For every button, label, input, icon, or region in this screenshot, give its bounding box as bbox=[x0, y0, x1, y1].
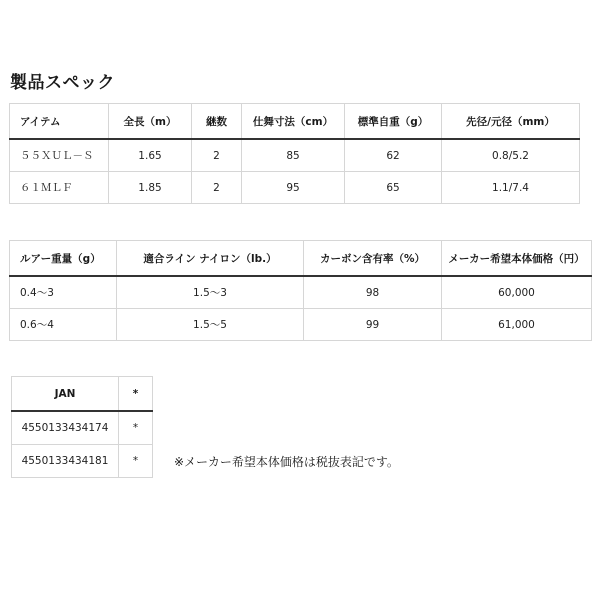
cell-carbon-content: 98 bbox=[304, 276, 442, 309]
cell-weight: 65 bbox=[345, 172, 442, 204]
cell-item: ５５ＸＵＬ－Ｓ bbox=[10, 139, 109, 172]
header-weight: 標準自重（g） bbox=[345, 104, 442, 140]
cell-lure-weight: 0.6～4 bbox=[10, 309, 117, 341]
table-row bbox=[12, 411, 153, 445]
table-header-row bbox=[10, 241, 592, 277]
header-closed-length: 仕舞寸法（cm） bbox=[242, 104, 345, 140]
table-header-row bbox=[10, 104, 580, 140]
table-header-row bbox=[12, 377, 153, 412]
header-sections: 継数 bbox=[192, 104, 242, 140]
header-line-nylon: 適合ライン ナイロン（lb.） bbox=[117, 241, 304, 277]
jan-table bbox=[11, 376, 153, 478]
header-length: 全長（m） bbox=[109, 104, 192, 140]
header-carbon-content: カーボン含有率（%） bbox=[304, 241, 442, 277]
cell-line-nylon: 1.5～3 bbox=[117, 276, 304, 309]
table-row bbox=[10, 139, 580, 172]
cell-closed-length: 85 bbox=[242, 139, 345, 172]
table-row bbox=[10, 172, 580, 204]
page-title: 製品スペック bbox=[10, 73, 115, 93]
cell-weight: 62 bbox=[345, 139, 442, 172]
cell-lure-weight: 0.4～3 bbox=[10, 276, 117, 309]
cell-length: 1.85 bbox=[109, 172, 192, 204]
cell-tip-butt-diameter: 1.1/7.4 bbox=[442, 172, 580, 204]
cell-item: ６１ＭＬＦ bbox=[10, 172, 109, 204]
cell-sections: 2 bbox=[192, 172, 242, 204]
header-lure-weight: ルアー重量（g） bbox=[10, 241, 117, 277]
cell-asterisk: * bbox=[119, 445, 153, 478]
cell-line-nylon: 1.5～5 bbox=[117, 309, 304, 341]
cell-jan-code: 4550133434181 bbox=[12, 445, 119, 478]
spec-table-main bbox=[9, 103, 580, 204]
cell-length: 1.65 bbox=[109, 139, 192, 172]
cell-price: 61,000 bbox=[442, 309, 592, 341]
header-item: アイテム bbox=[10, 104, 109, 140]
spec-table-secondary bbox=[9, 240, 592, 341]
table-row bbox=[10, 309, 592, 341]
header-price: メーカー希望本体価格（円） bbox=[442, 241, 592, 277]
header-asterisk: * bbox=[119, 377, 153, 412]
table-row bbox=[12, 445, 153, 478]
price-note: ※メーカー希望本体価格は税抜表記です。 bbox=[174, 455, 399, 469]
cell-asterisk: * bbox=[119, 411, 153, 445]
cell-price: 60,000 bbox=[442, 276, 592, 309]
cell-carbon-content: 99 bbox=[304, 309, 442, 341]
header-tip-butt-diameter: 先径/元径（mm） bbox=[442, 104, 580, 140]
cell-sections: 2 bbox=[192, 139, 242, 172]
cell-closed-length: 95 bbox=[242, 172, 345, 204]
cell-jan-code: 4550133434174 bbox=[12, 411, 119, 445]
cell-tip-butt-diameter: 0.8/5.2 bbox=[442, 139, 580, 172]
table-row bbox=[10, 276, 592, 309]
header-jan: JAN bbox=[12, 377, 119, 412]
